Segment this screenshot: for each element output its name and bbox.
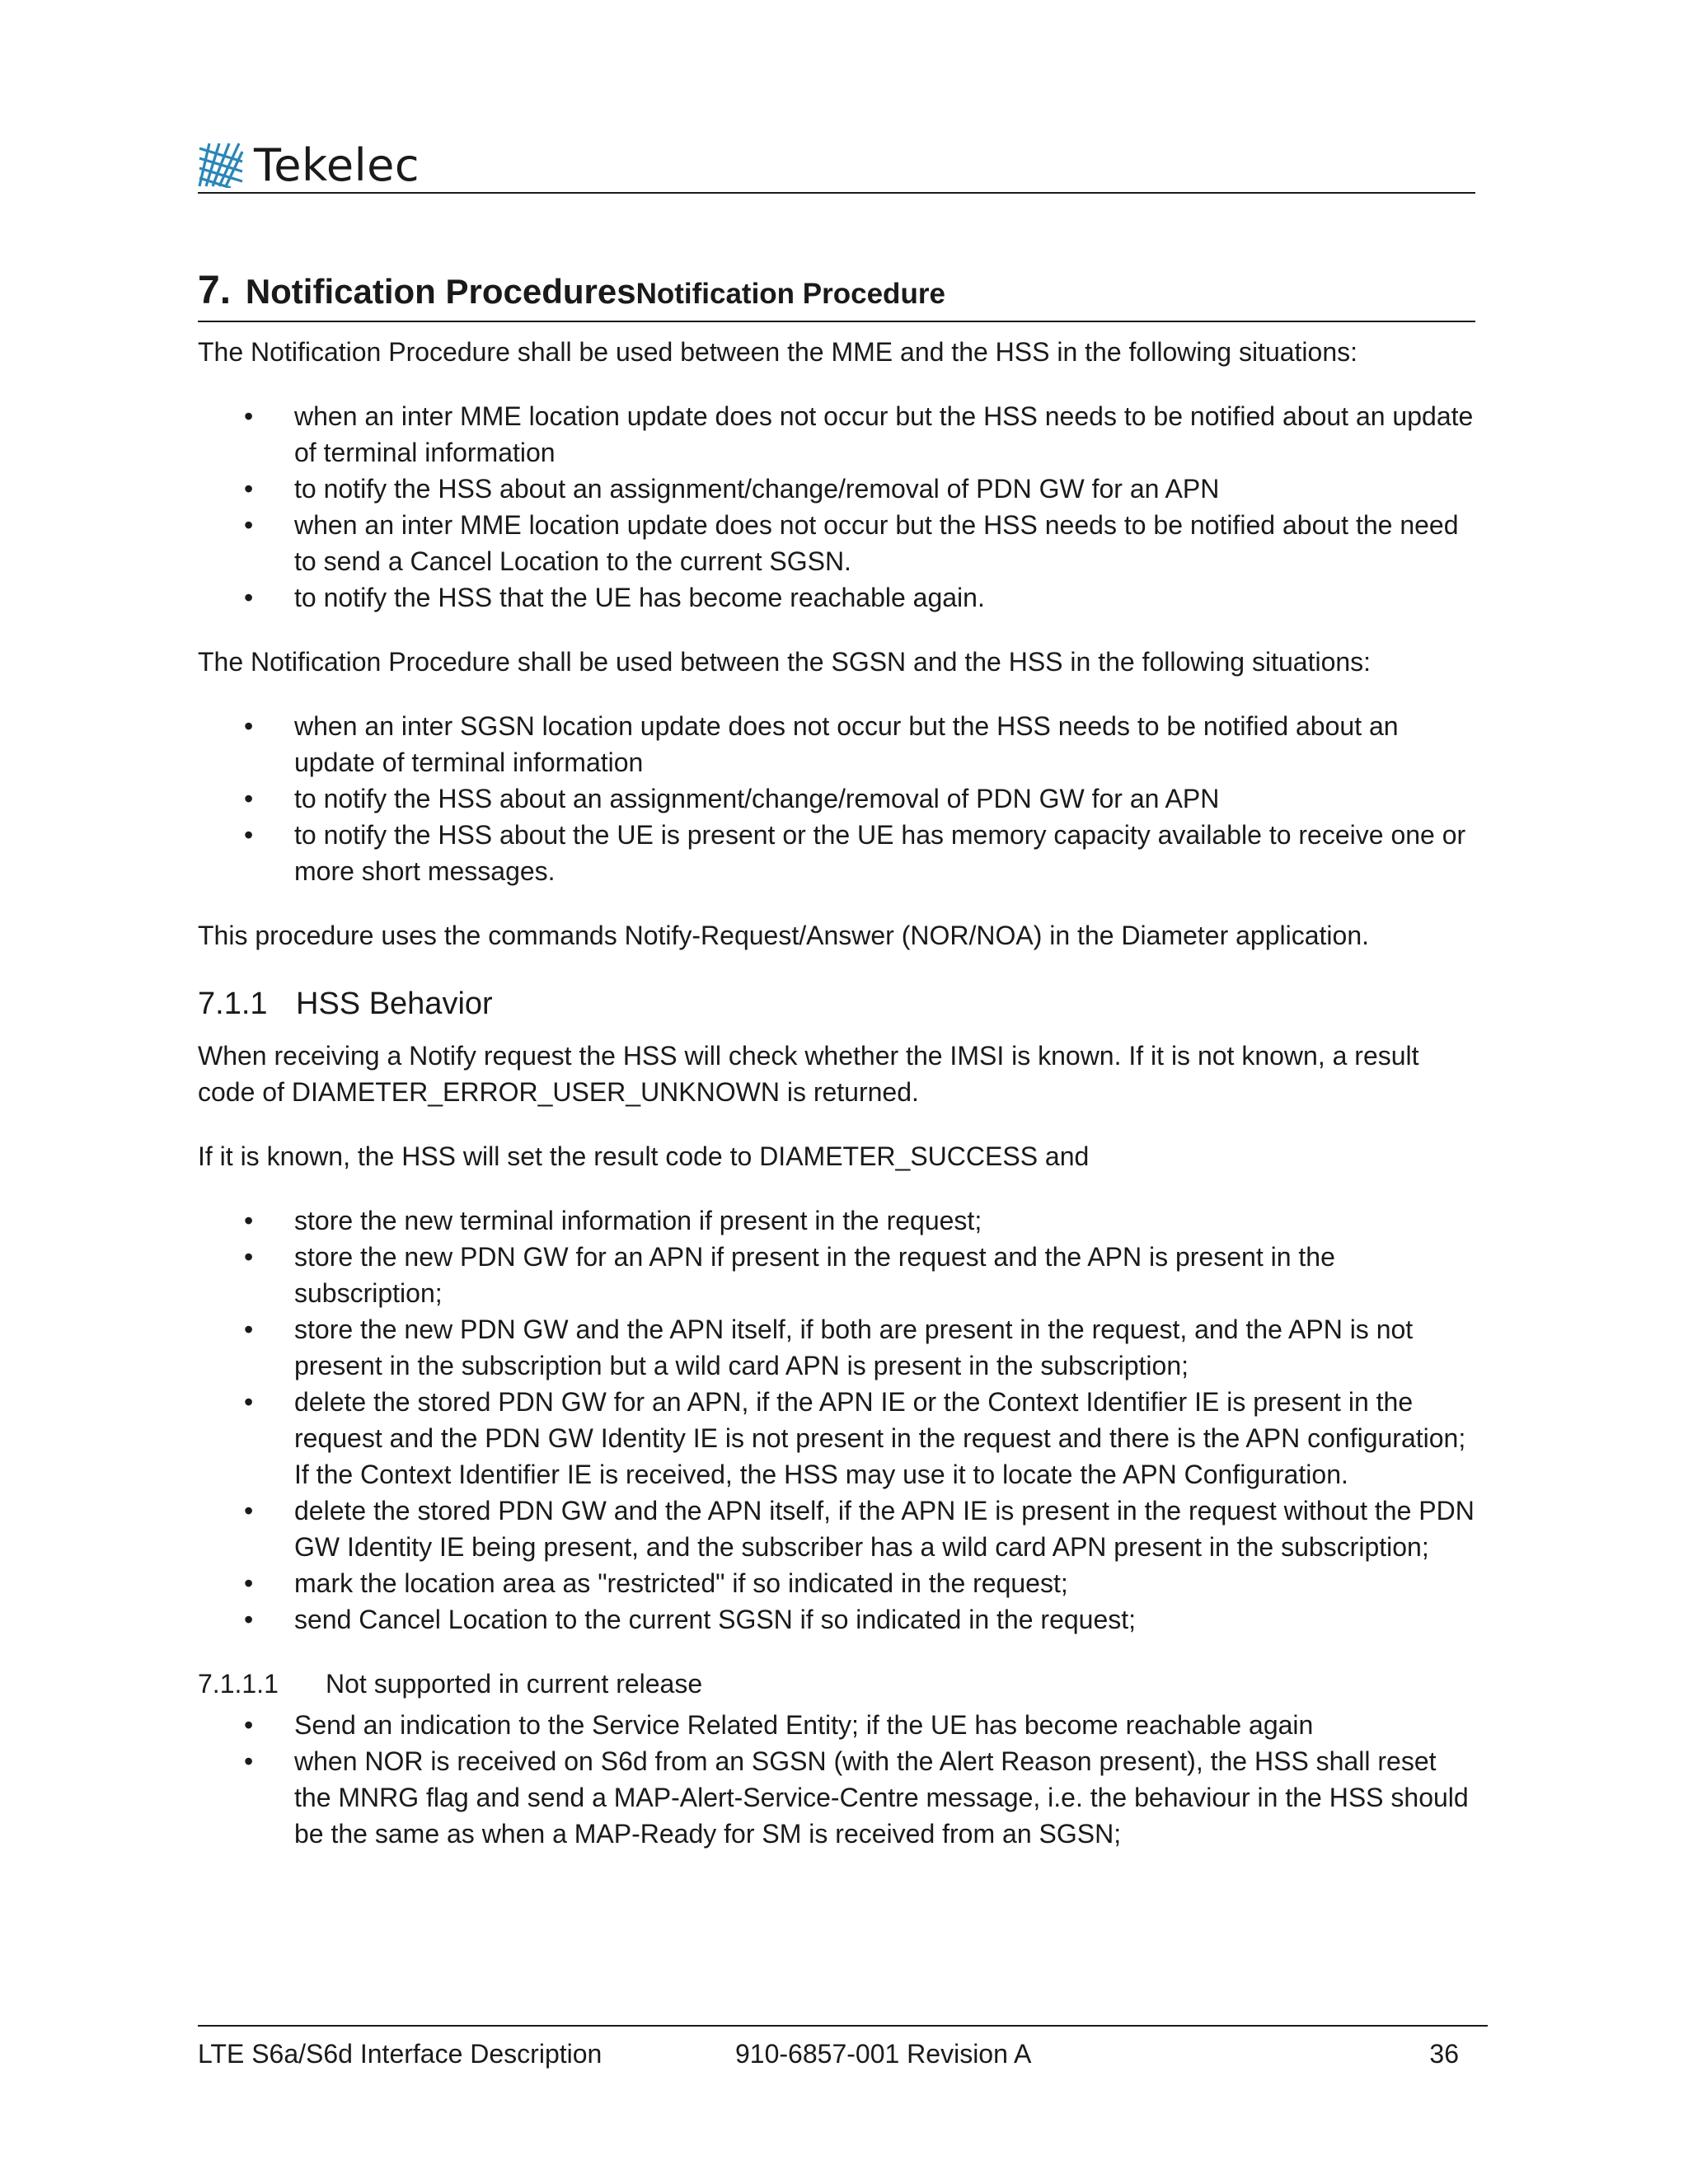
footer-doc-title: LTE S6a/S6d Interface Description: [198, 2039, 603, 2069]
list-item: • when NOR is received on S6d from an SGSN (with the Alert Reason present), the HSS shall reset the MNRG flag and send a MAP-Alert-Service-Centre message, i.e. the behaviour in the HSS should be the same as when a MAP-Ready for SM is received from an SGSN;: [198, 1743, 1475, 1852]
list-item: • when an inter MME location update does not occur but the HSS needs to be notified about the need to send a Cancel Location to the current SGSN.: [198, 507, 1475, 579]
subsection-heading: [198, 1666, 1475, 1702]
list-item: • to notify the HSS that the UE has become reachable again.: [198, 579, 1475, 616]
section-heading: [198, 982, 1475, 1026]
logo-wordmark: Tekelec: [254, 138, 420, 191]
section-number: 7.1.1: [198, 987, 268, 1021]
list-item: • mark the location area as "restricted" if so indicated in the request;: [198, 1565, 1475, 1601]
paragraph-commands: This procedure uses the commands Notify-Request/Answer (NOR/NOA) in the Diameter application.: [198, 921, 1370, 950]
subsection-number: 7.1.1.1: [198, 1669, 279, 1699]
list-item: • store the new PDN GW and the APN itself, if both are present in the request, and the APN is not present in the subscription but a wild card APN is present in the subscription;: [198, 1311, 1475, 1384]
footer-page-number: 36: [1429, 2039, 1459, 2069]
section-title: HSS Behavior: [296, 987, 493, 1021]
paragraph-mme-intro: The Notification Procedure shall be used between the MME and the HSS in the following situations:: [198, 337, 1358, 367]
paragraph-known: If it is known, the HSS will set the result code to DIAMETER_SUCCESS and: [198, 1141, 1090, 1171]
list-item: • delete the stored PDN GW and the APN itself, if the APN IE is present in the request without the PDN GW Identity IE being present, and the subscriber has a wild card APN present in the subscription;: [198, 1493, 1475, 1565]
list-item: • to notify the HSS about an assignment/change/removal of PDN GW for an APN: [198, 780, 1475, 817]
list-item: • to notify the HSS about the UE is present or the UE has memory capacity available to receive one or more short messages.: [198, 817, 1475, 889]
document-page: [198, 0, 1475, 2184]
header-rule: [198, 192, 1475, 194]
chapter-heading: [198, 262, 1475, 322]
page-content: [198, 262, 1475, 1852]
chapter-number: 7.: [198, 269, 232, 312]
paragraph-sgsn-intro: The Notification Procedure shall be used between the SGSN and the HSS in the following situations:: [198, 647, 1372, 677]
subsection-title: Not supported in current release: [326, 1669, 703, 1699]
list-item: • store the new PDN GW for an APN if present in the request and the APN is present in the subscription;: [198, 1239, 1475, 1311]
list-item: • Send an indication to the Service Related Entity; if the UE has become reachable again: [198, 1707, 1475, 1743]
list-item: • delete the stored PDN GW for an APN, if the APN IE or the Context Identifier IE is present in the request and the PDN GW Identity IE is not present in the request and there is the APN configuration; If the Context Identifier IE is received, the HSS may use it to locate the APN Configuration.: [198, 1384, 1475, 1493]
list-item: • to notify the HSS about an assignment/change/removal of PDN GW for an APN: [198, 471, 1475, 507]
list-item: • when an inter SGSN location update does not occur but the HSS needs to be notified about an update of terminal information: [198, 708, 1475, 780]
list-item: • store the new terminal information if present in the request;: [198, 1202, 1475, 1239]
footer-rule: [198, 2025, 1488, 2027]
footer-doc-number: 910-6857-001 Revision A: [735, 2039, 1032, 2069]
hss-actions-list: [198, 1202, 1475, 1638]
tekelec-logo-icon: [198, 142, 244, 188]
list-item: • send Cancel Location to the current SGSN if so indicated in the request;: [198, 1601, 1475, 1638]
list-item: • when an inter MME location update does not occur but the HSS needs to be notified about an update of terminal information: [198, 398, 1475, 471]
chapter-title-repeat: Notification Procedure: [635, 278, 945, 310]
chapter-title: Notification Procedures: [245, 272, 636, 311]
sgsn-situations-list: [198, 708, 1475, 889]
unsupported-list: [198, 1707, 1475, 1852]
mme-situations-list: [198, 398, 1475, 616]
paragraph-imsi-check: When receiving a Notify request the HSS will check whether the IMSI is known. If it is not known, a result code of DIAMETER_ERROR_USER_UNKNOWN is returned.: [198, 1041, 1419, 1107]
tekelec-logo: [198, 140, 420, 190]
